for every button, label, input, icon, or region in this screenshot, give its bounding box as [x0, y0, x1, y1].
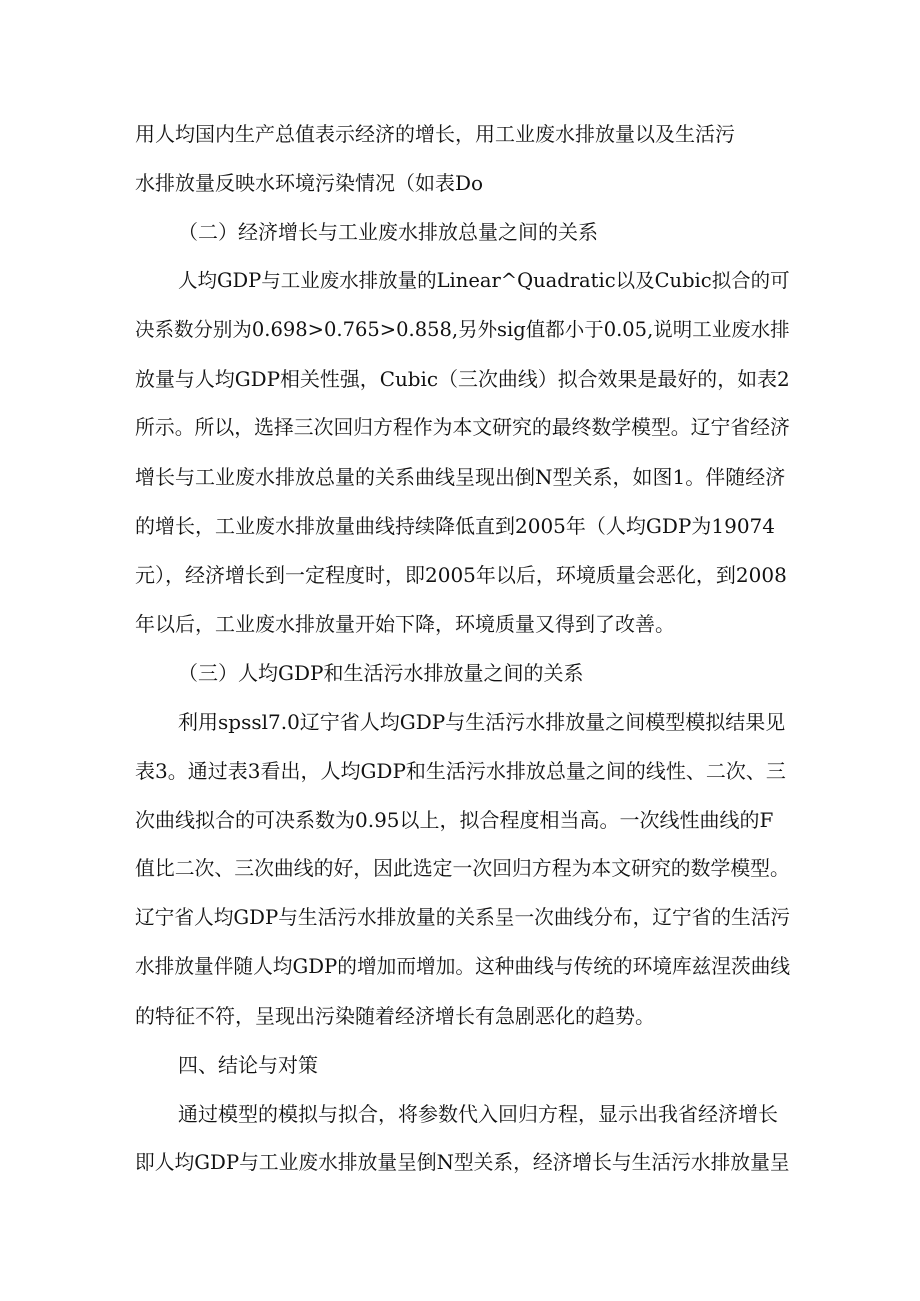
- text-line: 的特征不符，呈现出污染随着经济增长有急剧恶化的趋势。: [135, 1004, 655, 1028]
- text-line: 增长与工业废水排放总量的关系曲线呈现出倒N型关系，如图1。伴随经济: [135, 465, 786, 489]
- section-heading: （三）人均GDP和生活污水排放量之间的关系: [178, 661, 584, 685]
- text-line: 利用spssl7.0辽宁省人均GDP与生活污水排放量之间模型模拟结果见: [178, 710, 786, 734]
- text-line: 元），经济增长到一定程度时，即2005年以后，环境质量会恶化，到2008: [135, 563, 787, 587]
- text-line: 放量与人均GDP相关性强，Cubic（三次曲线）拟合效果是最好的，如表2: [135, 367, 790, 391]
- text-line: 水排放量伴随人均GDP的增加而增加。这种曲线与传统的环境库兹涅茨曲线: [135, 955, 791, 978]
- text-line: 用人均国内生产总值表示经济的增长，用工业废水排放量以及生活污: [135, 122, 735, 146]
- text-line: 值比二次、三次曲线的好，因此选定一次回归方程为本文研究的数学模型。: [135, 857, 790, 880]
- text-line: 的增长，工业废水排放量曲线持续降低直到2005年（人均GDP为19074: [135, 514, 775, 538]
- text-line: 人均GDP与工业废水排放量的Linear^Quadratic以及Cubic拟合的可: [178, 269, 790, 292]
- text-line: 年以后，工业废水排放量开始下降，环境质量又得到了改善。: [135, 612, 675, 636]
- text-line: 通过模型的模拟与拟合，将参数代入回归方程，显示出我省经济增长: [178, 1102, 778, 1126]
- text-line: 表3。通过表3看出，人均GDP和生活污水排放总量之间的线性、二次、三: [135, 759, 786, 783]
- text-line: 即人均GDP与工业废水排放量呈倒N型关系，经济增长与生活污水排放量呈: [135, 1151, 790, 1174]
- text-line: 决系数分别为0.698>0.765>0.858,另外sig值都小于0.05,说明工业废水排: [135, 318, 790, 341]
- section-heading: （二）经济增长与工业废水排放总量之间的关系: [178, 220, 598, 244]
- text-line: 辽宁省人均GDP与生活污水排放量的关系呈一次曲线分布，辽宁省的生活污: [135, 906, 791, 929]
- text-line: 次曲线拟合的可决系数为0.95以上，拟合程度相当高。一次线性曲线的F: [135, 808, 774, 832]
- section-heading: 四、结论与对策: [178, 1053, 318, 1077]
- text-line: 所示。所以，选择三次回归方程作为本文研究的最终数学模型。辽宁省经济: [135, 416, 790, 439]
- text-line: 水排放量反映水环境污染情况（如表Do: [135, 171, 484, 195]
